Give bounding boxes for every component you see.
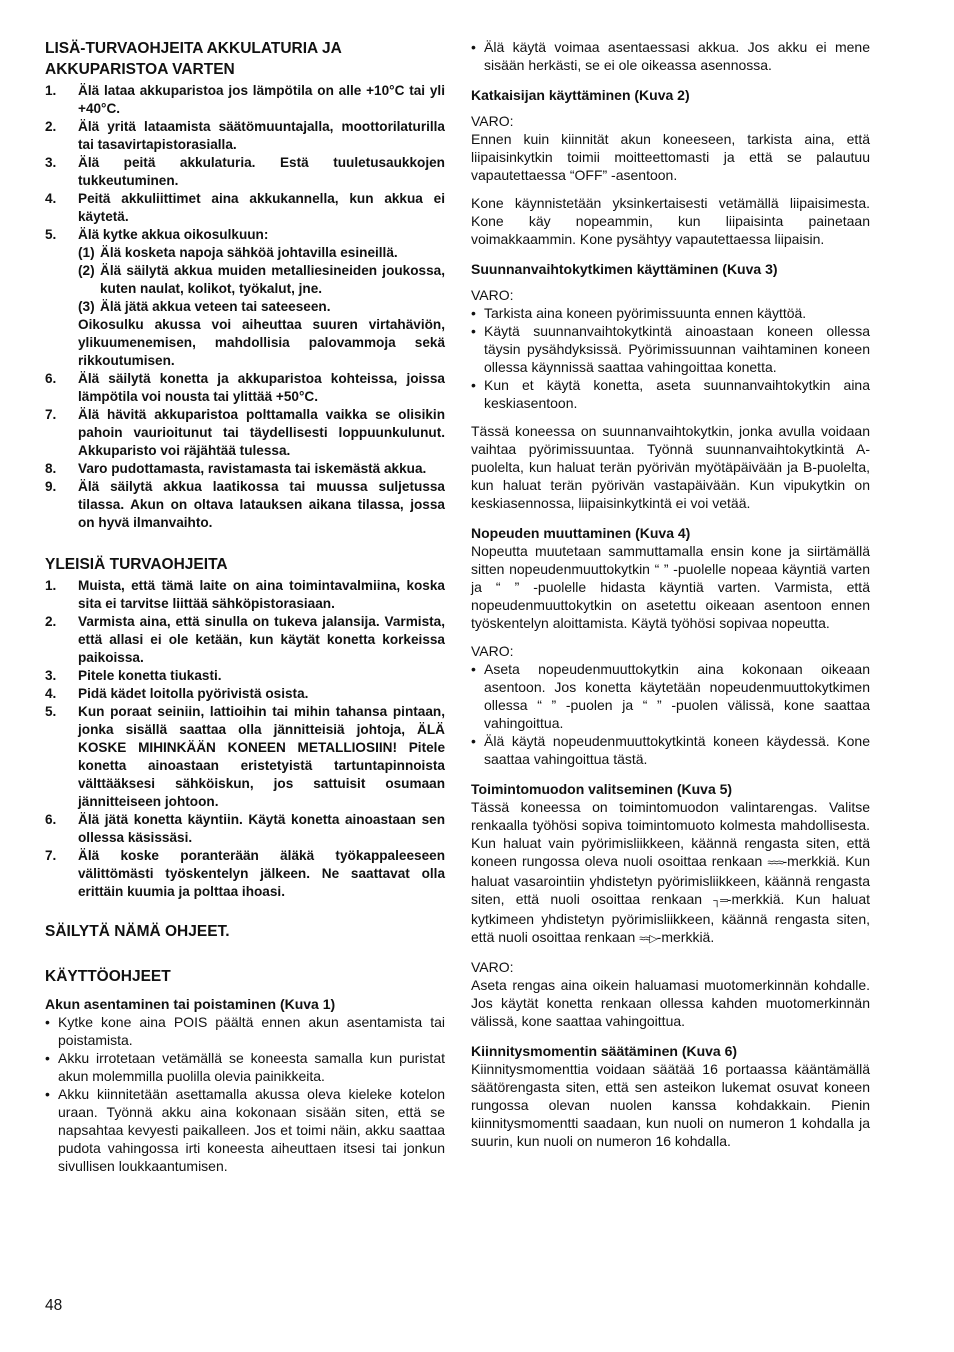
list-item: [45, 118, 445, 154]
item-text: Älä kytke akkua oikosulkuun:: [78, 227, 269, 242]
list-item: [45, 577, 445, 613]
item-text: Älä hävitä akkuparistoa polttamalla vaikka se olisikin pahoin vaurioitunut tai täydellisesti loppuunkulunut. Akkuparisto voi räjähtää tulessa.: [78, 407, 445, 458]
item-body: [78, 226, 445, 370]
item-text: Älä koske poranterään äläkä työkappaleeseen välittömästi työskentelyn jälkeen. Ne saattavat olla erittäin kuumia ja polttaa ihoasi.: [78, 848, 445, 899]
mode-caution-paragraph: Aseta rengas aina oikein haluamasi muotomerkinnän kohdalle. Jos käytät konetta renkaan ollessa kahden muotomerkinnän välissä, kone saattaa vahingoittua.: [471, 977, 870, 1029]
item-number: 5.: [45, 227, 57, 242]
item-text: Älä peitä akkulaturia. Estä tuuletusaukkojen tukkeutuminen.: [78, 155, 445, 188]
item-text: Varmista aina, että sinulla on tukeva jalansija. Varmista, että allasi ei ole ketään, kun käytät konetta korkeissa paikoissa.: [78, 614, 445, 665]
battery-safety-list: [45, 82, 445, 532]
item-number: 7.: [45, 407, 57, 422]
item-text: Älä säilytä konetta ja akkuparistoa kohteissa, joissa lämpötila voi nousta tai ylittää +50°C.: [78, 371, 445, 404]
torque-heading: Kiinnitysmomentin säätäminen (Kuva 6): [471, 1043, 738, 1059]
item-text: Aseta nopeudenmuuttokytkin aina kokonaan oikeaan asentoon. Jos konetta käytetään nopeudenmuuttokytkimen ollessa “ ” -puolen ja “ ” -puolen välissä, kone saattaa vahingoittua.: [484, 661, 870, 731]
mode-heading: Toimintomuodon valitseminen (Kuva 5): [471, 781, 733, 797]
list-item: [471, 376, 870, 412]
list-item: [45, 1049, 445, 1085]
item-number: 4.: [45, 686, 57, 701]
list-item: [45, 847, 445, 901]
item-number: 8.: [45, 461, 57, 476]
bullet: •: [45, 1014, 50, 1030]
list-item: [45, 460, 445, 478]
item-text: Tarkista aina koneen pyörimissuunta ennen käyttöä.: [484, 305, 807, 321]
list-item: [471, 660, 870, 732]
caution-label: VARO:: [471, 643, 514, 659]
reversing-list: [471, 304, 870, 412]
list-item: [45, 811, 445, 847]
list-item: [45, 1013, 445, 1049]
item-number: 7.: [45, 848, 57, 863]
drill-mode-icon: ≈≈≈: [767, 857, 783, 869]
reversing-paragraph: Tässä koneessa on suunnanvaihtokytkin, jonka avulla voidaan vaihtaa pyörimissuuntaa. Työnnä suunnanvaihtokytkintä A-puolelta, kun haluat terän pyörivän myötäpäivään ja B-puolelta, kun haluat terän pyörivän vastapäivään. Kun vipukytkin on keskiasennossa, liipaisinkytkintä ei voi vetää.: [471, 423, 870, 511]
list-item: [45, 226, 445, 370]
item-text: Muista, että tämä laite on aina toimintavalmiina, koska sita ei tarvitse liittää sähköpistorasiaan.: [78, 578, 445, 611]
bullet: •: [45, 1086, 50, 1102]
install-battery-list-continued: [471, 38, 870, 74]
item-text: Kytke kone aina POIS päältä ennen akun asentamista tai poistamista.: [58, 1014, 445, 1048]
list-item: [471, 732, 870, 768]
item-number: 1.: [45, 578, 57, 593]
list-item: [45, 478, 445, 532]
sub-item: [78, 298, 445, 316]
item-text: Peitä akkuliittimet aina akkukannella, kun akkua ei käytetä.: [78, 191, 445, 224]
item-number: 3.: [45, 668, 57, 683]
item-number: 4.: [45, 191, 57, 206]
list-item: [471, 322, 870, 376]
list-item: [471, 304, 870, 322]
item-number: 9.: [45, 479, 57, 494]
item-number: 1.: [45, 83, 57, 98]
item-number: 2.: [45, 119, 57, 134]
item-text: Pidä kädet loitolla pyörivistä osista.: [78, 686, 309, 701]
list-item: [45, 685, 445, 703]
sub-item-text: Älä jätä akkua veteen tai sateeseen.: [100, 299, 331, 314]
list-item: [45, 406, 445, 460]
item-text: Älä käytä voimaa asentaessasi akkua. Jos akku ei mene sisään herkästi, se ei ole oikeassa asennossa.: [484, 39, 870, 73]
sub-item-number: (2): [78, 263, 95, 278]
clutch-mode-icon: ≈≈▷: [639, 933, 657, 945]
battery-safety-title: LISÄ-TURVAOHJEITA AKKULATURIA JA AKKUPARISTOA VARTEN: [45, 40, 342, 78]
bullet: •: [471, 323, 476, 339]
item-text: Kun et käytä konetta, aseta suunnanvaihtokytkin aina keskiasentoon.: [484, 377, 870, 411]
item-number: 3.: [45, 155, 57, 170]
speed-list: [471, 660, 870, 768]
caution-label: VARO:: [471, 959, 514, 975]
install-battery-list: [45, 1013, 445, 1175]
sub-item-number: (3): [78, 299, 95, 314]
mode-text: Tässä koneessa on toimintomuodon valintarengas. Valitse renkaalla työhösi sopiva toimintomuoto kolmesta mahdollisesta. Kun haluat vain pyörimisliikkeen, käännä rengasta siten, että koneen rungossa oleva nuoli osoittaa renkaan: [471, 799, 870, 869]
caution-label: VARO:: [471, 113, 514, 129]
bullet: •: [45, 1050, 50, 1066]
bullet: •: [471, 661, 476, 677]
item-text: Älä lataa akkuparistoa jos lämpötila on alle +10°C tai yli +40°C.: [78, 83, 445, 116]
torque-paragraph: Kiinnitysmomenttia voidaan säätää 16 portaassa kääntämällä säätörengasta siten, että sen asteikon lukemat osuvat koneen rungossa olevan nuolen kanssa kohdakkain. Pienin kiinnitysmomentti saadaan, kun nuoli on numeron 1 kohdalla ja suurin, kun nuoli on numeron 16 kohdalla.: [471, 1061, 870, 1149]
general-safety-list: [45, 577, 445, 901]
mode-paragraph: [471, 798, 870, 948]
switch-heading: Katkaisijan käyttäminen (Kuva 2): [471, 87, 690, 103]
page-number: 48: [45, 1297, 63, 1314]
hammer-mode-icon: ┐═: [713, 895, 727, 907]
general-safety-title: YLEISIÄ TURVAOHJEITA: [45, 556, 228, 573]
speed-paragraph: Nopeutta muutetaan sammuttamalla ensin kone ja siirtämällä sitten nopeudenmuuttokytkin “ ” -puolelle nopeaa käyntiä varten ja “ ” -puolelle hidasta käyntiä varten. Varmista, että nopeudenmuuttokytkin on asetettu oikeaan asentoon ennen työskentelyn aloittamista. Käytä työhösi sopivaa nopeutta.: [471, 543, 870, 631]
speed-heading: Nopeuden muuttaminen (Kuva 4): [471, 525, 691, 541]
operating-instructions-title: KÄYTTÖOHJEET: [45, 968, 171, 985]
list-item: [45, 667, 445, 685]
item-number: 6.: [45, 371, 57, 386]
switch-paragraph: Kone käynnistetään yksinkertaisesti vetämällä liipaisimesta. Kone käy nopeammin, kun liipaisinta painetaan voimakkaammin. Kone pysähtyy vapautettaessa liipaisin.: [471, 195, 870, 247]
item-text: Älä yritä lataamista säätömuuntajalla, moottorilaturilla tai tasavirtapistorasialla.: [78, 119, 445, 152]
list-item: [45, 613, 445, 667]
switch-paragraph: Ennen kuin kiinnität akun koneeseen, tarkista aina, että liipaisinkytkin toimii moitteettomasti ja että se palautuu vapautettaessa “OFF” -asentoon.: [471, 131, 870, 183]
item-note: Oikosulku akussa voi aiheuttaa suuren virtahäviön, ylikuumenemisen, mahdollisia palovammoja sekä rikkoutumisen.: [78, 317, 445, 368]
reversing-heading: Suunnanvaihtokytkimen käyttäminen (Kuva 3): [471, 261, 778, 277]
list-item: [45, 154, 445, 190]
item-text: Varo pudottamasta, ravistamasta tai iskemästä akkua.: [78, 461, 427, 476]
bullet: •: [471, 377, 476, 393]
caution-label: VARO:: [471, 287, 514, 303]
item-text: Akku kiinnitetään asettamalla akussa oleva kieleke kotelon uraan. Työnnä akku aina kokonaan sisään siten, että se napsahtaa kevyesti paikalleen. Jos et toimi näin, akku saattaa pudota vahingossa irti koneesta aiheuttaen itsesi tai jonkun sivullisen loukkaantumisen.: [58, 1086, 445, 1174]
sub-item: [78, 244, 445, 262]
item-number: 2.: [45, 614, 57, 629]
list-item: [471, 38, 870, 74]
item-text: Älä jätä konetta käyntiin. Käytä konetta ainoastaan sen ollessa käsissäsi.: [78, 812, 445, 845]
item-text: Älä käytä nopeudenmuuttokytkintä koneen käydessä. Kone saattaa vahingoittua tästä.: [484, 733, 870, 767]
bullet: •: [471, 305, 476, 321]
sub-item-number: (1): [78, 245, 95, 260]
right-column: [471, 38, 870, 1160]
sub-item-text: Älä kosketa napoja sähköä johtavilla esineillä.: [100, 245, 398, 260]
list-item: [45, 370, 445, 406]
mode-text: -merkkiä. Kun haluat kytkimeen yhdistetyn pyörimisliikkeen, käännä rengasta siten, että nuoli osoittaa renkaan: [471, 891, 870, 945]
list-item: [45, 190, 445, 226]
bullet: •: [471, 733, 476, 749]
mode-text: -merkkiä. Kun haluat vasarointiin yhdistetyn pyörimisliikkeen, käännä rengasta siten, että nuoli osoittaa renkaan: [471, 853, 870, 907]
list-item: [45, 82, 445, 118]
item-text: Akku irrotetaan vetämällä se koneesta samalla kun puristat akun molemmilla puolilla olevia painikkeita.: [58, 1050, 445, 1084]
item-number: 5.: [45, 704, 57, 719]
left-column: [45, 38, 445, 1185]
item-number: 6.: [45, 812, 57, 827]
mode-text: -merkkiä.: [656, 929, 715, 945]
sub-item-text: Älä säilytä akkua muiden metalliesineiden joukossa, kuten naulat, kolikot, työkalut, jne.: [100, 263, 445, 296]
save-instructions-heading: SÄILYTÄ NÄMÄ OHJEET.: [45, 923, 230, 940]
item-text: Kun poraat seiniin, lattioihin tai mihin tahansa pintaan, jonka sisällä saattaa olla jännitteisiä johtoja, ÄLÄ KOSKE MIHINKÄÄN KONEEN METALLIOSIIN! Pitele konetta ainoastaan eristetyistä tartuntapinnoista välttääksesi sähköiskun, jos sattuisit osumaan jännitteiseen johtoon.: [78, 704, 445, 809]
list-item: [45, 703, 445, 811]
bullet: •: [471, 39, 476, 55]
item-text: Pitele konetta tiukasti.: [78, 668, 222, 683]
item-text: Käytä suunnanvaihtokytkintä ainoastaan koneen ollessa täysin pysähdyksissä. Pyörimissuunnan vaihtaminen koneen ollessa käynnissä saattaa vahingoittaa konetta.: [484, 323, 870, 375]
install-battery-heading: Akun asentaminen tai poistaminen (Kuva 1): [45, 996, 336, 1012]
list-item: [45, 1085, 445, 1175]
item-text: Älä säilytä akkua laatikossa tai muussa suljetussa tilassa. Akun on oltava latauksen aikana tilassa, jossa on hyvä ilmanvaihto.: [78, 479, 445, 530]
sub-item: [78, 262, 445, 298]
